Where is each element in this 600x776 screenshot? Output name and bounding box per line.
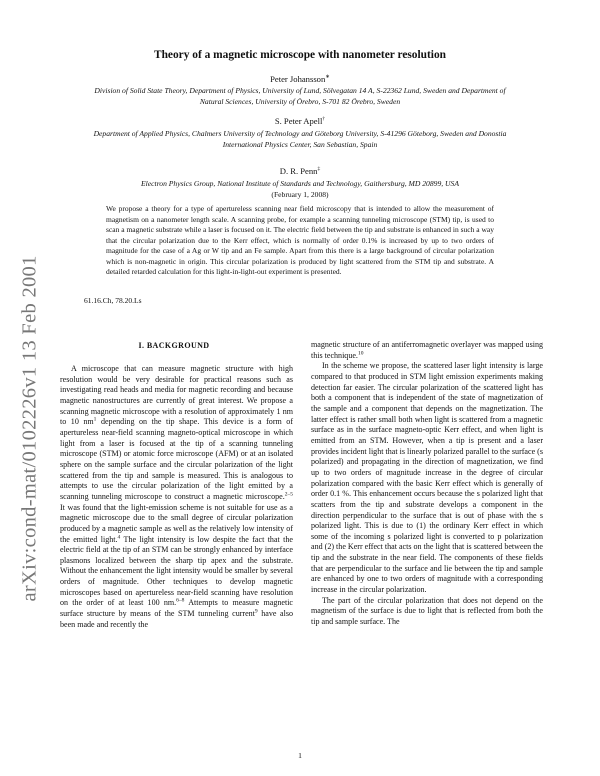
citation-ref: 4: [117, 533, 121, 540]
paper-title: Theory of a magnetic microscope with nanometer resolution: [153, 49, 446, 61]
paragraph: The part of the circular polarization that does not depend on the magnetism of the surface is due to light that is reflected from both the tip and sample surface. The: [311, 595, 543, 627]
text-run: The light intensity is low despite the fact that the electric field at the tip of an STM can be strongly enhanced by interface plasmons localized between the sharp tip apex and the substrate. Without the enhancement the light intensity would be smaller by several orders of magnitude. Other techniques to develop magnetic microscopes based on apertureless near-field scanning have resolution on the order of at least 100 nm.: [60, 534, 293, 608]
page-number: 1: [298, 751, 302, 760]
text-run: It was found that the light-emission scheme is not suitable for use as a magnetic microscope due to the small degree of circular polarization produced by a magnetic sample as well as the relatively low intensity of the emitted light.: [60, 502, 293, 544]
paragraph: In the scheme we propose, the scattered laser light intensity is large compared to that produced in STM light emission experiments making detection far easier. The circular polarization of the scattered light has both a component that is independent of the state of magnetization of the sample and a component that depends on the magnetization. The latter effect is rather small both when light is scattered from a magnetic surface as in the surface magneto-optic Kerr effect, and when light is emitted from an STM. However, when a tip is present and a laser provides incident light that is linearly polarized parallel to the surface (s polarized) and propagating in the direction of magnetization, we find up to two orders of magnitude increase in the degree of circular polarization compared with the basic Kerr effect which is generally of order 0.1 %. This enhancement occurs because the s polarized light that scatters from the tip and substrate develops a component in the direction perpendicular to the surface that is out of phase with the s polarized light. This is due to (1) the ordinary Kerr effect in which some of the incoming s polarized light is converted to p polarization and (2) the Kerr effect that acts on the light that is scattered between the tip and the substrate in the near field. The components of these fields that are perpendicular to the surface and lie between the tip and sample are enhanced by one to two orders of magnitude with a corresponding increase in the circular polarization.: [311, 361, 543, 595]
citation-ref: 2–5: [284, 491, 293, 498]
pacs-codes: 61.16.Ch, 78.20.Ls: [84, 296, 142, 305]
citation-ref: 10: [357, 349, 364, 356]
author-3-affiliation: Electron Physics Group, National Institute of Standards and Technology, Gaithersburg, MD 20899, USA: [141, 179, 459, 188]
abstract: We propose a theory for a type of apertureless scanning near field microscopy that is intended to allow the measurement of magnetism on a nanometer length scale. A scanning probe, for example a scanning tunneling microscope (STM) tip, is used to scan a magnetic substrate while a laser is focused on it. The electric field between the tip and substrate is enhanced in such a way that the circular polarization due to the Kerr effect, which is normally of order 0.1% is increased by up to two orders of magnitude for the case of a Ag or W tip and an Fe sample. Apart from this there is a large background of circular polarization which is non-magnetic in origin. This circular polarization is produced by light scattered from the STM tip and substrate. A detailed retarded calculation for this light-in-light-out experiment is presented.: [106, 204, 494, 276]
author-name: [60, 116, 540, 126]
text-run: have also been made and recently the: [60, 609, 293, 629]
author-name: [60, 166, 540, 176]
paper-date: (February 1, 2008): [271, 190, 329, 199]
author-3-mark: ‡: [317, 166, 321, 173]
author-name: [60, 74, 540, 84]
text-run: A microscope that can measure magnetic structure with high resolution would be very desirable for practical reasons such as investigating read heads and media for magnetic recording and because magnetic nanostructures are currently of great interest. We propose a scanning magnetic microscope with a resolution of approximately 1 nm to 10 nm: [60, 364, 293, 427]
text-run: magnetic structure of an antiferromagnetic overlayer was mapped using this technique.: [311, 340, 543, 360]
footnote-ref: 1: [93, 416, 97, 423]
column-right: [311, 340, 543, 628]
author-2-name: S. Peter Apell: [274, 116, 323, 126]
paragraph: [311, 340, 543, 361]
citation-ref: 9: [254, 608, 258, 615]
section-heading: I. BACKGROUND: [138, 341, 210, 350]
paragraph: [60, 364, 293, 630]
author-1-mark: ∗: [325, 74, 330, 81]
text-run: Attempts to measure magnetic surface structure by means of the STM tunneling current: [60, 598, 294, 619]
author-2-mark: †: [322, 116, 326, 123]
text-run: depending on the tip shape. This device is a form of apertureless near-field scanning magneto-optical microscope in which light from a laser is focused at the tip of a scanning tunneling microscope (STM) or atomic force microscope (AFM) or at an isolated sphere on the sample surface and the circular polarization of the light scattered from the tip and sample is measured. This is analogous to attempts to use the circular polarization of the light emitted by a scanning tunneling microscope to construct a magnetic microscope.: [60, 417, 293, 501]
author-2-affiliation: Department of Applied Physics, Chalmers University of Technology and Göteborg University, S-41296 Göteborg, Sweden and Donostia International Physics Center, San Sebastian, Spain: [93, 129, 507, 149]
arxiv-identifier: arXiv:cond-mat/0102226v1 13 Feb 2001: [18, 255, 41, 602]
author-1-name: Peter Johansson: [270, 74, 326, 84]
citation-ref: 6–8: [176, 597, 185, 604]
author-1-affiliation: Division of Solid State Theory, Department of Physics, University of Lund, Sölvegatan 14 A, S-22362 Lund, Sweden and Department of Natural Sciences, University of Örebro, S-701 82 Örebro, Sweden: [94, 86, 506, 106]
column-left: [60, 364, 293, 630]
author-3-name: D. R. Penn: [279, 166, 318, 176]
